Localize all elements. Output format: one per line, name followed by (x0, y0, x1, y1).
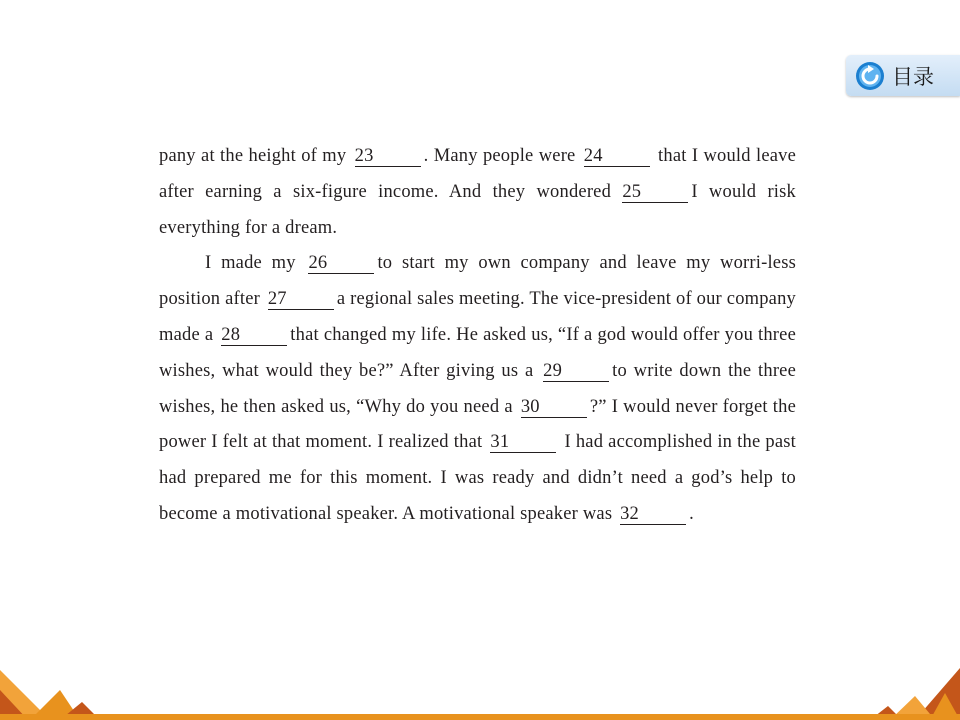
text-segment: that changed my life. He asked us, “If a god would offer you three wishes, what would they be?” After giving us a (159, 324, 796, 381)
toc-button[interactable] (846, 55, 960, 96)
text-segment: I made my (205, 253, 296, 274)
text-segment: was (582, 503, 613, 524)
circular-refresh-icon (855, 61, 885, 91)
text-segment: to start my own company and leave my worri-less position after (159, 253, 797, 310)
blank-27: 27 (268, 289, 334, 310)
blank-23: 23 (355, 146, 421, 167)
blank-30: 30 (521, 397, 587, 418)
text-segment: pany at the height of my (159, 146, 347, 166)
cloze-passage (159, 139, 796, 533)
blank-29: 29 (543, 361, 609, 382)
toc-label: 目录 (892, 64, 934, 89)
text-segment: to write down the three wishes, he then asked us, “Why do you need a (159, 360, 797, 417)
blank-26: 26 (308, 253, 374, 274)
blank-28: 28 (221, 325, 287, 346)
blank-32: 32 (620, 504, 686, 525)
bottom-bar (0, 714, 960, 720)
text-segment: ?” I would never forget the power I felt at that moment. I realized that (159, 396, 796, 453)
blank-31: 31 (490, 432, 556, 453)
corner-decoration-right (860, 668, 960, 720)
text-segment: that I would leave after earning a six-figure income. And they wondered (159, 146, 797, 202)
text-segment: . Many people were (423, 146, 576, 166)
paragraph-1 (159, 139, 796, 246)
corner-decoration-left (0, 660, 110, 720)
paragraph-2 (159, 246, 796, 532)
text-segment: I would risk everything for a dream. (159, 181, 796, 238)
text-segment: . (689, 503, 694, 524)
blank-25: 25 (622, 182, 688, 203)
text-segment: a regional sales meeting. The vice-president of our company made a (159, 289, 796, 345)
blank-24: 24 (584, 146, 650, 167)
text-segment: I had accomplished in the past had prepared me for this moment. I was ready and didn’t need a god’s help to become a motivational speaker. A motivational speaker (159, 432, 797, 524)
